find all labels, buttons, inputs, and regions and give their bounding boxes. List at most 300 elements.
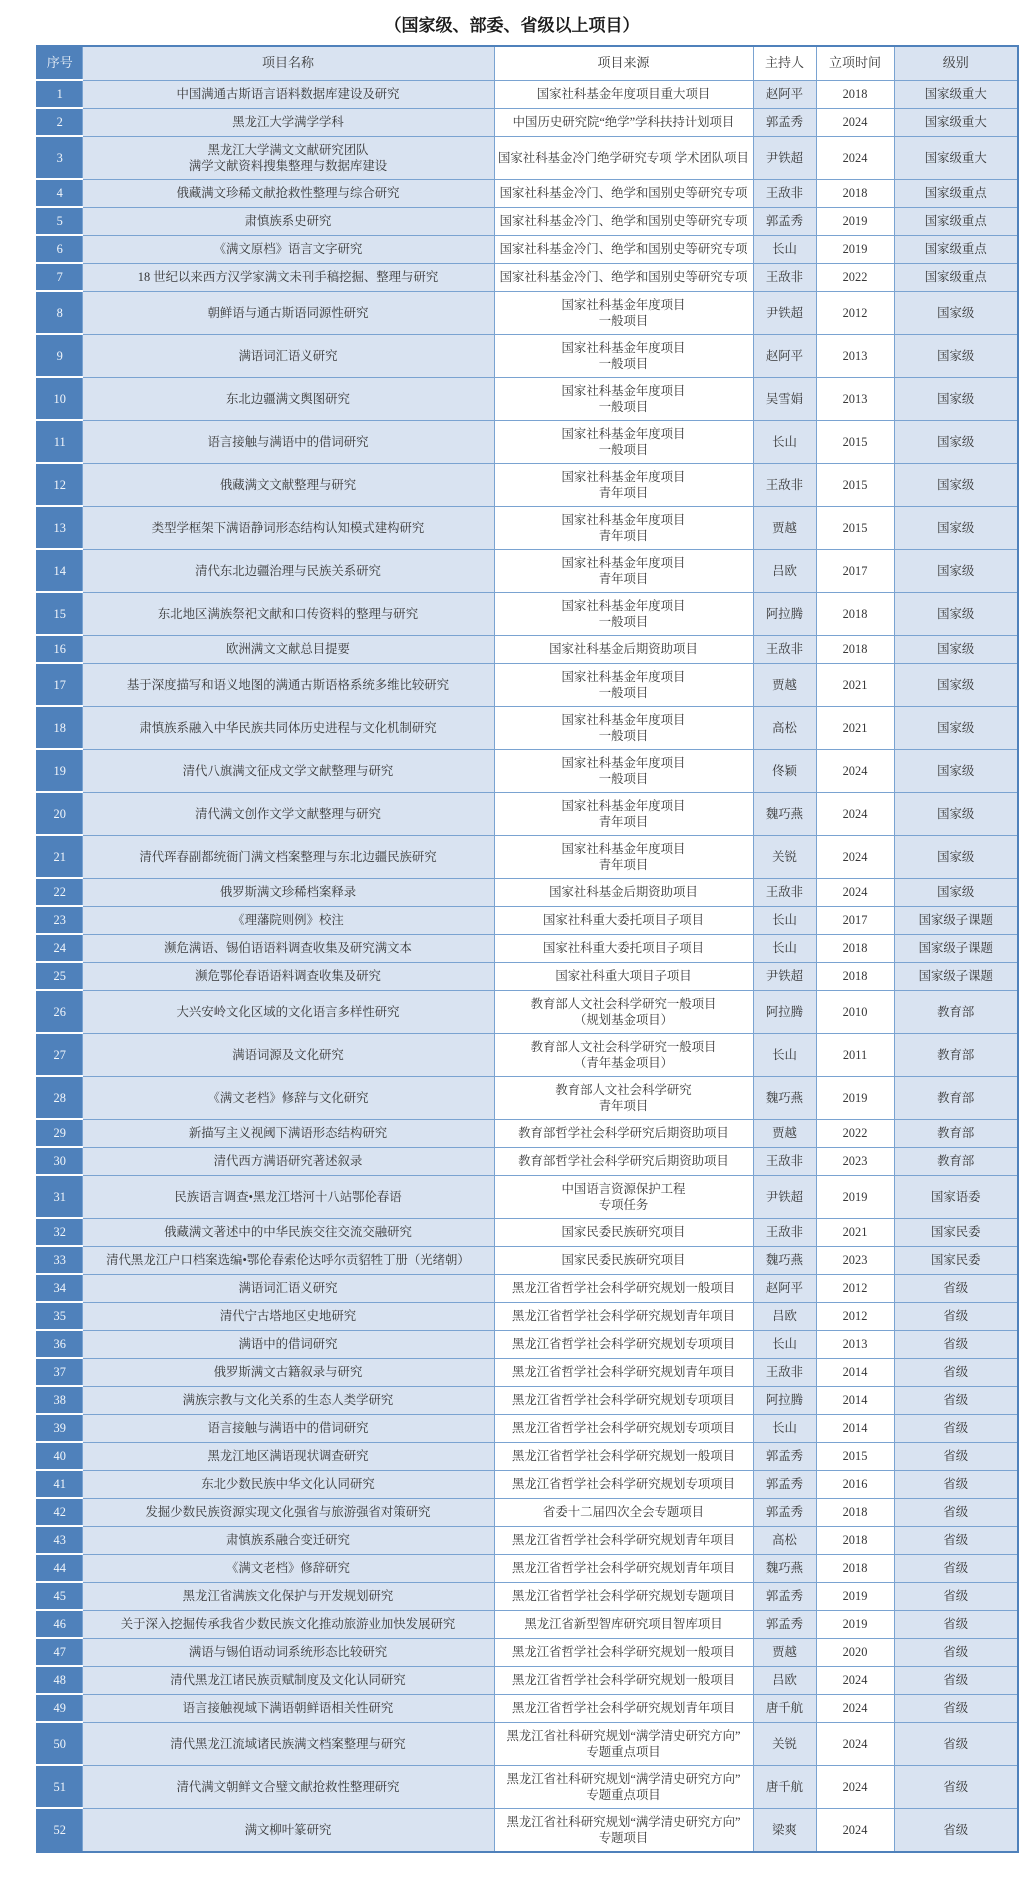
table-row — [37, 1386, 1018, 1414]
start-year-cell: 2019 — [816, 235, 894, 263]
level-cell: 省级 — [894, 1526, 1018, 1554]
project-name-cell: 满文柳叶篆研究 — [82, 1808, 494, 1852]
start-year-cell: 2019 — [816, 1175, 894, 1218]
project-name-cell: 俄罗斯满文珍稀档案释录 — [82, 878, 494, 906]
table-row — [37, 1218, 1018, 1246]
project-name-cell: 黑龙江省满族文化保护与开发规划研究 — [82, 1582, 494, 1610]
table-row — [37, 1526, 1018, 1554]
project-source-cell: 国家社科基金后期资助项目 — [494, 878, 753, 906]
project-source-cell: 教育部人文社会科学研究 青年项目 — [494, 1076, 753, 1119]
level-cell: 国家级 — [894, 792, 1018, 835]
level-cell: 省级 — [894, 1694, 1018, 1722]
start-year-cell: 2015 — [816, 420, 894, 463]
project-source-cell: 国家社科基金冷门、绝学和国别史等研究专项 — [494, 207, 753, 235]
row-number: 16 — [37, 635, 82, 663]
table-row — [37, 792, 1018, 835]
level-cell: 国家级子课题 — [894, 962, 1018, 990]
start-year-cell: 2019 — [816, 1610, 894, 1638]
column-header-start-year: 立项时间 — [816, 46, 894, 80]
column-header-index: 序号 — [37, 46, 82, 80]
leader-cell: 贾越 — [753, 1119, 816, 1147]
table-row — [37, 108, 1018, 136]
leader-cell: 高松 — [753, 706, 816, 749]
level-cell: 省级 — [894, 1722, 1018, 1765]
project-source-cell: 国家社科基金年度项目 青年项目 — [494, 549, 753, 592]
level-cell: 国家语委 — [894, 1175, 1018, 1218]
project-name-cell: 语言接触与满语中的借词研究 — [82, 420, 494, 463]
start-year-cell: 2024 — [816, 1722, 894, 1765]
level-cell: 省级 — [894, 1808, 1018, 1852]
leader-cell: 关锐 — [753, 835, 816, 878]
project-source-cell: 国家社科重大项目子项目 — [494, 962, 753, 990]
project-source-cell: 国家社科重大委托项目子项目 — [494, 906, 753, 934]
leader-cell: 魏巧燕 — [753, 1076, 816, 1119]
level-cell: 省级 — [894, 1554, 1018, 1582]
row-number: 6 — [37, 235, 82, 263]
level-cell: 国家级重点 — [894, 263, 1018, 291]
leader-cell: 郭孟秀 — [753, 1610, 816, 1638]
project-source-cell: 国家民委民族研究项目 — [494, 1218, 753, 1246]
row-number: 4 — [37, 179, 82, 207]
table-row — [37, 1808, 1018, 1852]
table-row — [37, 136, 1018, 179]
project-name-cell: 东北少数民族中华文化认同研究 — [82, 1470, 494, 1498]
project-name-cell: 清代黑龙江户口档案选编•鄂伦春索伦达呼尔贡貂牲丁册（光绪朝） — [82, 1246, 494, 1274]
row-number: 23 — [37, 906, 82, 934]
project-source-cell: 黑龙江省哲学社会科学研究规划青年项目 — [494, 1694, 753, 1722]
project-source-cell: 国家社科基金年度项目 一般项目 — [494, 334, 753, 377]
table-row — [37, 1638, 1018, 1666]
row-number: 21 — [37, 835, 82, 878]
leader-cell: 尹铁超 — [753, 962, 816, 990]
table-row — [37, 463, 1018, 506]
row-number: 2 — [37, 108, 82, 136]
row-number: 33 — [37, 1246, 82, 1274]
row-number: 20 — [37, 792, 82, 835]
projects-table — [36, 45, 1019, 1853]
level-cell: 省级 — [894, 1386, 1018, 1414]
level-cell: 省级 — [894, 1498, 1018, 1526]
level-cell: 省级 — [894, 1274, 1018, 1302]
leader-cell: 王敌非 — [753, 263, 816, 291]
table-row — [37, 1302, 1018, 1330]
start-year-cell: 2023 — [816, 1246, 894, 1274]
level-cell: 国家级 — [894, 334, 1018, 377]
row-number: 36 — [37, 1330, 82, 1358]
leader-cell: 佟颖 — [753, 749, 816, 792]
project-name-cell: 满语中的借词研究 — [82, 1330, 494, 1358]
start-year-cell: 2024 — [816, 1666, 894, 1694]
project-name-cell: 中国满通古斯语言语料数据库建设及研究 — [82, 80, 494, 108]
level-cell: 国家级重大 — [894, 136, 1018, 179]
level-cell: 国家级子课题 — [894, 934, 1018, 962]
project-name-cell: 欧洲满文文献总目提要 — [82, 635, 494, 663]
leader-cell: 王敌非 — [753, 463, 816, 506]
row-number: 17 — [37, 663, 82, 706]
header-row — [37, 46, 1018, 80]
row-number: 28 — [37, 1076, 82, 1119]
project-source-cell: 国家社科基金年度项目 一般项目 — [494, 377, 753, 420]
leader-cell: 郭孟秀 — [753, 1442, 816, 1470]
column-header-level: 级别 — [894, 46, 1018, 80]
project-source-cell: 黑龙江省哲学社会科学研究规划一般项目 — [494, 1666, 753, 1694]
leader-cell: 王敌非 — [753, 1358, 816, 1386]
project-name-cell: 满族宗教与文化关系的生态人类学研究 — [82, 1386, 494, 1414]
row-number: 45 — [37, 1582, 82, 1610]
leader-cell: 长山 — [753, 934, 816, 962]
project-source-cell: 黑龙江省哲学社会科学研究规划专项项目 — [494, 1414, 753, 1442]
row-number: 24 — [37, 934, 82, 962]
row-number: 46 — [37, 1610, 82, 1638]
start-year-cell: 2010 — [816, 990, 894, 1033]
project-name-cell: 清代八旗满文征戍文学文献整理与研究 — [82, 749, 494, 792]
leader-cell: 贾越 — [753, 506, 816, 549]
project-source-cell: 黑龙江省社科研究规划“满学清史研究方向” 专题项目 — [494, 1808, 753, 1852]
start-year-cell: 2024 — [816, 878, 894, 906]
row-number: 40 — [37, 1442, 82, 1470]
leader-cell: 王敌非 — [753, 179, 816, 207]
row-number: 44 — [37, 1554, 82, 1582]
start-year-cell: 2024 — [816, 1694, 894, 1722]
row-number: 43 — [37, 1526, 82, 1554]
project-name-cell: 朝鲜语与通古斯语同源性研究 — [82, 291, 494, 334]
project-source-cell: 国家社科基金年度项目 一般项目 — [494, 663, 753, 706]
project-name-cell: 俄藏满文珍稀文献抢救性整理与综合研究 — [82, 179, 494, 207]
start-year-cell: 2017 — [816, 549, 894, 592]
project-source-cell: 教育部哲学社会科学研究后期资助项目 — [494, 1147, 753, 1175]
start-year-cell: 2014 — [816, 1414, 894, 1442]
leader-cell: 王敌非 — [753, 1218, 816, 1246]
leader-cell: 贾越 — [753, 1638, 816, 1666]
start-year-cell: 2024 — [816, 1808, 894, 1852]
row-number: 42 — [37, 1498, 82, 1526]
start-year-cell: 2017 — [816, 906, 894, 934]
project-source-cell: 国家社科基金年度项目 一般项目 — [494, 706, 753, 749]
table-row — [37, 906, 1018, 934]
project-source-cell: 国家社科基金年度项目 一般项目 — [494, 420, 753, 463]
table-row — [37, 1554, 1018, 1582]
project-source-cell: 黑龙江省哲学社会科学研究规划专题项目 — [494, 1582, 753, 1610]
project-name-cell: 基于深度描写和语义地图的满通古斯语格系统多维比较研究 — [82, 663, 494, 706]
start-year-cell: 2022 — [816, 1119, 894, 1147]
row-number: 50 — [37, 1722, 82, 1765]
row-number: 14 — [37, 549, 82, 592]
project-source-cell: 国家社科基金年度项目 青年项目 — [494, 792, 753, 835]
row-number: 15 — [37, 592, 82, 635]
leader-cell: 尹铁超 — [753, 1175, 816, 1218]
project-source-cell: 国家社科基金后期资助项目 — [494, 635, 753, 663]
row-number: 31 — [37, 1175, 82, 1218]
project-name-cell: 大兴安岭文化区域的文化语言多样性研究 — [82, 990, 494, 1033]
level-cell: 省级 — [894, 1470, 1018, 1498]
leader-cell: 贾越 — [753, 663, 816, 706]
row-number: 11 — [37, 420, 82, 463]
start-year-cell: 2016 — [816, 1470, 894, 1498]
start-year-cell: 2018 — [816, 934, 894, 962]
table-row — [37, 235, 1018, 263]
start-year-cell: 2023 — [816, 1147, 894, 1175]
leader-cell: 郭孟秀 — [753, 1498, 816, 1526]
start-year-cell: 2018 — [816, 1554, 894, 1582]
row-number: 38 — [37, 1386, 82, 1414]
project-name-cell: 东北地区满族祭祀文献和口传资料的整理与研究 — [82, 592, 494, 635]
level-cell: 省级 — [894, 1330, 1018, 1358]
project-source-cell: 国家社科基金年度项目 一般项目 — [494, 291, 753, 334]
project-source-cell: 国家民委民族研究项目 — [494, 1246, 753, 1274]
level-cell: 国家级 — [894, 377, 1018, 420]
column-header-project-source: 项目来源 — [494, 46, 753, 80]
project-source-cell: 中国语言资源保护工程 专项任务 — [494, 1175, 753, 1218]
level-cell: 省级 — [894, 1666, 1018, 1694]
table-row — [37, 1722, 1018, 1765]
table-row — [37, 1274, 1018, 1302]
start-year-cell: 2013 — [816, 377, 894, 420]
level-cell: 国家级 — [894, 749, 1018, 792]
row-number: 12 — [37, 463, 82, 506]
start-year-cell: 2024 — [816, 136, 894, 179]
project-name-cell: 东北边疆满文舆图研究 — [82, 377, 494, 420]
row-number: 39 — [37, 1414, 82, 1442]
table-row — [37, 291, 1018, 334]
row-number: 5 — [37, 207, 82, 235]
project-name-cell: 濒危满语、锡伯语语料调查收集及研究满文本 — [82, 934, 494, 962]
leader-cell: 赵阿平 — [753, 334, 816, 377]
project-source-cell: 黑龙江省社科研究规划“满学清史研究方向” 专题重点项目 — [494, 1765, 753, 1808]
table-row — [37, 1414, 1018, 1442]
start-year-cell: 2013 — [816, 1330, 894, 1358]
project-source-cell: 国家社科基金冷门、绝学和国别史等研究专项 — [494, 235, 753, 263]
start-year-cell: 2013 — [816, 334, 894, 377]
leader-cell: 吕欧 — [753, 1666, 816, 1694]
project-name-cell: 《理藩院则例》校注 — [82, 906, 494, 934]
table-row — [37, 80, 1018, 108]
row-number: 1 — [37, 80, 82, 108]
start-year-cell: 2024 — [816, 749, 894, 792]
table-row — [37, 962, 1018, 990]
table-row — [37, 990, 1018, 1033]
table-row — [37, 1330, 1018, 1358]
start-year-cell: 2019 — [816, 1582, 894, 1610]
level-cell: 国家级重大 — [894, 80, 1018, 108]
table-row — [37, 1470, 1018, 1498]
project-source-cell: 中国历史研究院“绝学”学科扶持计划项目 — [494, 108, 753, 136]
project-name-cell: 关于深入挖掘传承我省少数民族文化推动旅游业加快发展研究 — [82, 1610, 494, 1638]
row-number: 22 — [37, 878, 82, 906]
table-row — [37, 334, 1018, 377]
project-source-cell: 教育部人文社会科学研究一般项目 （规划基金项目） — [494, 990, 753, 1033]
project-source-cell: 黑龙江省哲学社会科学研究规划专项项目 — [494, 1330, 753, 1358]
level-cell: 国家级 — [894, 549, 1018, 592]
project-name-cell: 俄藏满文文献整理与研究 — [82, 463, 494, 506]
project-name-cell: 清代东北边疆治理与民族关系研究 — [82, 549, 494, 592]
project-name-cell: 满语与锡伯语动词系统形态比较研究 — [82, 1638, 494, 1666]
leader-cell: 阿拉腾 — [753, 1386, 816, 1414]
project-source-cell: 黑龙江省哲学社会科学研究规划专项项目 — [494, 1386, 753, 1414]
start-year-cell: 2024 — [816, 108, 894, 136]
project-source-cell: 黑龙江省新型智库研究项目智库项目 — [494, 1610, 753, 1638]
start-year-cell: 2021 — [816, 1218, 894, 1246]
project-name-cell: 俄藏满文著述中的中华民族交往交流交融研究 — [82, 1218, 494, 1246]
table-row — [37, 1442, 1018, 1470]
table-row — [37, 1246, 1018, 1274]
project-name-cell: 濒危鄂伦春语语料调查收集及研究 — [82, 962, 494, 990]
project-source-cell: 国家社科基金年度项目重大项目 — [494, 80, 753, 108]
table-row — [37, 377, 1018, 420]
leader-cell: 关锐 — [753, 1722, 816, 1765]
project-name-cell: 黑龙江大学满学学科 — [82, 108, 494, 136]
project-source-cell: 黑龙江省哲学社会科学研究规划一般项目 — [494, 1442, 753, 1470]
start-year-cell: 2014 — [816, 1386, 894, 1414]
project-name-cell: 黑龙江地区满语现状调查研究 — [82, 1442, 494, 1470]
leader-cell: 尹铁超 — [753, 291, 816, 334]
start-year-cell: 2018 — [816, 1498, 894, 1526]
leader-cell: 长山 — [753, 1033, 816, 1076]
table-row — [37, 749, 1018, 792]
leader-cell: 吴雪娟 — [753, 377, 816, 420]
row-number: 19 — [37, 749, 82, 792]
table-row — [37, 663, 1018, 706]
leader-cell: 梁爽 — [753, 1808, 816, 1852]
level-cell: 国家级 — [894, 635, 1018, 663]
table-row — [37, 835, 1018, 878]
level-cell: 国家级 — [894, 463, 1018, 506]
start-year-cell: 2015 — [816, 463, 894, 506]
row-number: 25 — [37, 962, 82, 990]
start-year-cell: 2015 — [816, 1442, 894, 1470]
start-year-cell: 2024 — [816, 792, 894, 835]
project-source-cell: 黑龙江省哲学社会科学研究规划青年项目 — [494, 1526, 753, 1554]
level-cell: 教育部 — [894, 1119, 1018, 1147]
project-name-cell: 发掘少数民族资源实现文化强省与旅游强省对策研究 — [82, 1498, 494, 1526]
level-cell: 国家级子课题 — [894, 906, 1018, 934]
row-number: 26 — [37, 990, 82, 1033]
start-year-cell: 2022 — [816, 263, 894, 291]
leader-cell: 郭孟秀 — [753, 207, 816, 235]
project-name-cell: 《满文老档》修辞与文化研究 — [82, 1076, 494, 1119]
project-name-cell: 清代黑龙江流域诸民族满文档案整理与研究 — [82, 1722, 494, 1765]
project-source-cell: 黑龙江省社科研究规划“满学清史研究方向” 专题重点项目 — [494, 1722, 753, 1765]
level-cell: 省级 — [894, 1638, 1018, 1666]
level-cell: 省级 — [894, 1302, 1018, 1330]
start-year-cell: 2020 — [816, 1638, 894, 1666]
table-row — [37, 1147, 1018, 1175]
level-cell: 国家级 — [894, 663, 1018, 706]
row-number: 10 — [37, 377, 82, 420]
table-row — [37, 1498, 1018, 1526]
project-source-cell: 黑龙江省哲学社会科学研究规划一般项目 — [494, 1274, 753, 1302]
table-row — [37, 1076, 1018, 1119]
table-row — [37, 207, 1018, 235]
start-year-cell: 2018 — [816, 962, 894, 990]
level-cell: 省级 — [894, 1765, 1018, 1808]
project-name-cell: 清代西方满语研究著述叙录 — [82, 1147, 494, 1175]
project-name-cell: 新描写主义视阈下满语形态结构研究 — [82, 1119, 494, 1147]
level-cell: 国家民委 — [894, 1246, 1018, 1274]
leader-cell: 郭孟秀 — [753, 1470, 816, 1498]
table-row — [37, 549, 1018, 592]
leader-cell: 唐千航 — [753, 1694, 816, 1722]
project-source-cell: 国家社科基金年度项目 青年项目 — [494, 835, 753, 878]
row-number: 35 — [37, 1302, 82, 1330]
start-year-cell: 2018 — [816, 80, 894, 108]
row-number: 32 — [37, 1218, 82, 1246]
column-header-leader: 主持人 — [753, 46, 816, 80]
level-cell: 省级 — [894, 1414, 1018, 1442]
start-year-cell: 2024 — [816, 1765, 894, 1808]
project-name-cell: 肃慎族系融合变迁研究 — [82, 1526, 494, 1554]
project-source-cell: 国家社科基金冷门、绝学和国别史等研究专项 — [494, 263, 753, 291]
table-row — [37, 506, 1018, 549]
table-row — [37, 420, 1018, 463]
project-name-cell: 民族语言调查•黑龙江塔河十八站鄂伦春语 — [82, 1175, 494, 1218]
leader-cell: 高松 — [753, 1526, 816, 1554]
project-source-cell: 国家社科基金年度项目 青年项目 — [494, 463, 753, 506]
row-number: 34 — [37, 1274, 82, 1302]
start-year-cell: 2012 — [816, 291, 894, 334]
leader-cell: 长山 — [753, 906, 816, 934]
start-year-cell: 2015 — [816, 506, 894, 549]
level-cell: 省级 — [894, 1610, 1018, 1638]
leader-cell: 郭孟秀 — [753, 108, 816, 136]
start-year-cell: 2011 — [816, 1033, 894, 1076]
level-cell: 国家级 — [894, 420, 1018, 463]
level-cell: 省级 — [894, 1582, 1018, 1610]
level-cell: 教育部 — [894, 1076, 1018, 1119]
project-source-cell: 国家社科基金年度项目 一般项目 — [494, 749, 753, 792]
row-number: 37 — [37, 1358, 82, 1386]
project-source-cell: 国家社科基金冷门绝学研究专项 学术团队项目 — [494, 136, 753, 179]
start-year-cell: 2018 — [816, 635, 894, 663]
project-name-cell: 满语词源及文化研究 — [82, 1033, 494, 1076]
project-source-cell: 黑龙江省哲学社会科学研究规划青年项目 — [494, 1554, 753, 1582]
table-row — [37, 1610, 1018, 1638]
page-title: （国家级、部委、省级以上项目） — [384, 16, 640, 35]
project-source-cell: 黑龙江省哲学社会科学研究规划专项项目 — [494, 1470, 753, 1498]
leader-cell: 尹铁超 — [753, 136, 816, 179]
project-name-cell: 清代黑龙江诸民族贡赋制度及文化认同研究 — [82, 1666, 494, 1694]
table-row — [37, 706, 1018, 749]
project-name-cell: 满语词汇语义研究 — [82, 334, 494, 377]
level-cell: 教育部 — [894, 1147, 1018, 1175]
level-cell: 国家级重点 — [894, 179, 1018, 207]
start-year-cell: 2018 — [816, 179, 894, 207]
leader-cell: 王敌非 — [753, 878, 816, 906]
row-number: 41 — [37, 1470, 82, 1498]
leader-cell: 赵阿平 — [753, 80, 816, 108]
level-cell: 教育部 — [894, 1033, 1018, 1076]
start-year-cell: 2021 — [816, 706, 894, 749]
project-name-cell: 肃慎族系融入中华民族共同体历史进程与文化机制研究 — [82, 706, 494, 749]
start-year-cell: 2012 — [816, 1274, 894, 1302]
row-number: 52 — [37, 1808, 82, 1852]
table-row — [37, 1033, 1018, 1076]
start-year-cell: 2019 — [816, 207, 894, 235]
row-number: 8 — [37, 291, 82, 334]
leader-cell: 阿拉腾 — [753, 592, 816, 635]
level-cell: 省级 — [894, 1358, 1018, 1386]
level-cell: 省级 — [894, 1442, 1018, 1470]
table-row — [37, 1358, 1018, 1386]
table-row — [37, 1119, 1018, 1147]
row-number: 47 — [37, 1638, 82, 1666]
project-source-cell: 国家社科基金冷门、绝学和国别史等研究专项 — [494, 179, 753, 207]
project-source-cell: 国家社科基金年度项目 一般项目 — [494, 592, 753, 635]
leader-cell: 吕欧 — [753, 549, 816, 592]
leader-cell: 吕欧 — [753, 1302, 816, 1330]
leader-cell: 王敌非 — [753, 1147, 816, 1175]
start-year-cell: 2018 — [816, 1526, 894, 1554]
table-row — [37, 592, 1018, 635]
